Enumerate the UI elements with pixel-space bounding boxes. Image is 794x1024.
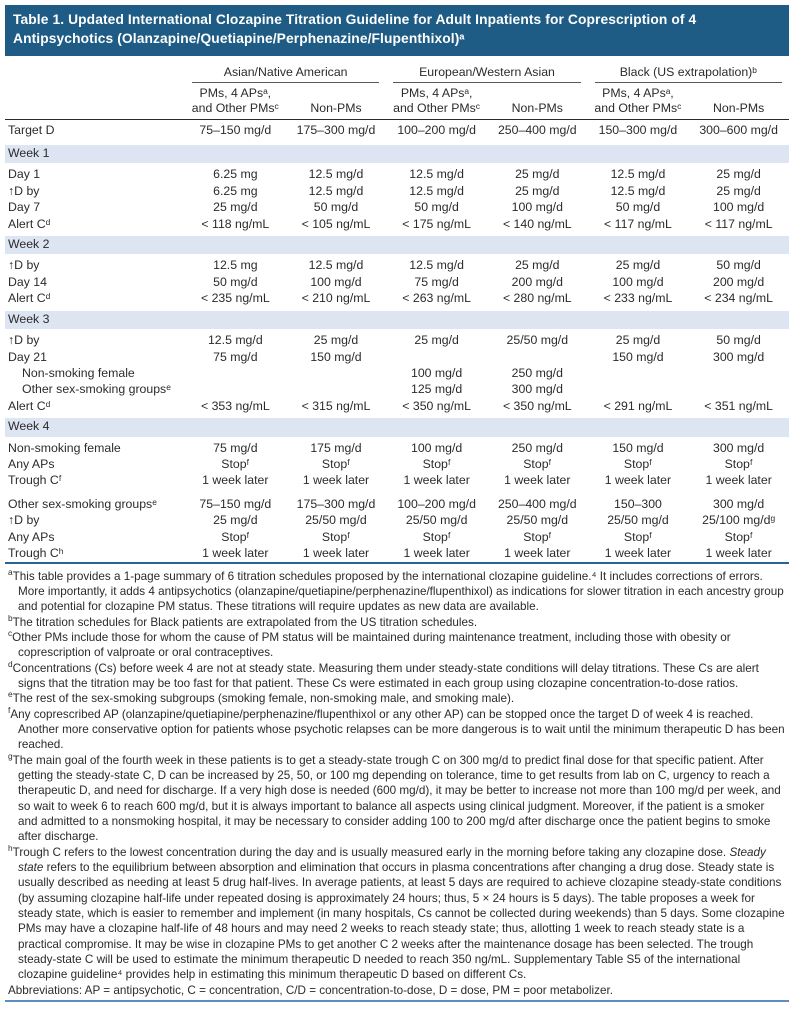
cell-value: < 351 ng/mL xyxy=(704,398,773,413)
subcolumn-non-pms: Non-PMs xyxy=(286,83,387,120)
column-group-label: Black (US extrapolation)ᵇ xyxy=(595,65,782,84)
cell-value: < 105 ng/mL xyxy=(301,216,371,231)
cell-value: 175–300 mg/d xyxy=(296,123,376,138)
row-label: Target D xyxy=(8,123,55,138)
cell-value: 12.5 mg/d xyxy=(207,333,263,348)
cell-value xyxy=(386,349,487,365)
subcolumn-pms-line1: PMs, 4 APsᵃ, xyxy=(602,86,674,101)
subheader-row xyxy=(5,83,789,120)
subcolumn-pms xyxy=(588,83,689,120)
cell-value: 300–600 mg/d xyxy=(699,123,778,138)
cell-value: Stopᶠ xyxy=(221,529,250,544)
cell-value: 75–150 mg/d xyxy=(199,496,272,511)
cell-value: 250–400 mg/d xyxy=(497,123,577,138)
corner-cell xyxy=(5,56,185,84)
cell-value: < 175 ng/mL xyxy=(402,216,471,231)
cell-value: Stopᶠ xyxy=(523,529,552,544)
group-header-row xyxy=(5,56,789,84)
table-row xyxy=(5,489,789,512)
footnote-marker: f xyxy=(8,704,11,715)
cell-value xyxy=(588,365,689,381)
subcolumn-non-pms: Non-PMs xyxy=(487,83,588,120)
cell-value: 6.25 mg xyxy=(213,167,258,182)
footnote-text: Other PMs include those for whom the cause of PM status will be maintained during maintenance treatment, including those with obesity or coprescription of valproate or oral contraceptives. xyxy=(12,630,731,660)
cell-value: 100–200 mg/d xyxy=(397,496,476,511)
cell-value: 25 mg/d xyxy=(313,333,359,348)
footnote-c xyxy=(8,627,787,661)
row-label-header-cell xyxy=(5,83,185,120)
titration-table xyxy=(5,56,789,564)
row-label: Alert Cᵈ xyxy=(8,398,51,413)
table-row xyxy=(5,349,789,365)
cell-value: < 263 ng/mL xyxy=(402,291,471,306)
cell-value: 150 mg/d xyxy=(310,349,362,364)
row-label: Any APs xyxy=(8,457,55,472)
cell-value: 50 mg/d xyxy=(313,200,359,215)
cell-value: 100–200 mg/d xyxy=(397,123,476,138)
cell-value xyxy=(487,349,588,365)
table-row xyxy=(5,256,789,274)
cell-value: 100 mg/d xyxy=(310,274,362,289)
table-title: Table 1. Updated International Clozapine Titration Guideline for Adult Inpatients for Coprescription of 4 Antipsychotics (Olanzapine/Quetiapine/Perphenazine/Flupenthixol)ᵃ xyxy=(5,5,789,56)
cell-value: 75 mg/d xyxy=(213,349,258,364)
week-band-row xyxy=(5,309,789,331)
cell-value: Stopᶠ xyxy=(321,457,351,472)
table-row xyxy=(5,274,789,290)
row-label: Day 7 xyxy=(8,200,41,215)
footnote-g xyxy=(8,750,787,845)
cell-value: < 350 ng/mL xyxy=(502,398,572,413)
footnote-h xyxy=(8,842,787,983)
cell-value: Stopᶠ xyxy=(623,529,653,544)
cell-value: 75 mg/d xyxy=(414,274,459,289)
row-label: ↑D by xyxy=(8,333,40,348)
cell-value xyxy=(185,381,286,397)
footnote-marker: d xyxy=(8,658,13,669)
cell-value: 200 mg/d xyxy=(713,274,765,289)
footnote-text: Concentrations (Cs) before week 4 are not at steady state. Measuring them under steady-state conditions will delay titrations. These Cs are alert signs that the titration may be too fast for that patient. These Cs were estimated in each group using clozapine concentration-to-dose ratios. xyxy=(12,661,759,690)
cell-value: 50 mg/d xyxy=(716,333,761,348)
bottom-rule xyxy=(5,1000,789,1002)
cell-value: 175 mg/d xyxy=(310,440,362,455)
cell-value xyxy=(286,381,387,397)
table-row xyxy=(5,120,789,143)
cell-value xyxy=(185,365,286,381)
row-label: Alert Cᵈ xyxy=(8,216,51,231)
footnote-marker: g xyxy=(8,750,13,761)
cell-value: 25 mg/d xyxy=(515,183,560,198)
column-group-european-western-asian xyxy=(386,56,587,84)
cell-value: Stopᶠ xyxy=(422,457,451,472)
cell-value: 25 mg/d xyxy=(213,513,258,528)
table-row xyxy=(5,545,789,562)
cell-value: 25/50 mg/d xyxy=(405,513,468,528)
cell-value: 1 week later xyxy=(705,546,772,561)
table-row xyxy=(5,216,789,234)
cell-value: 25/50 mg/d xyxy=(506,333,569,348)
week-band-row xyxy=(5,234,789,256)
cell-value: 12.5 mg/d xyxy=(610,167,666,182)
cell-value: 50 mg/d xyxy=(615,200,661,215)
cell-value: 100 mg/d xyxy=(511,200,563,215)
footnote-a xyxy=(8,566,787,615)
row-label: Alert Cᵈ xyxy=(8,291,51,306)
cell-value: 300 mg/d xyxy=(511,382,563,397)
footnote-f xyxy=(8,704,787,753)
cell-value: 12.5 mg xyxy=(213,258,258,273)
cell-value: 250–400 mg/d xyxy=(497,496,577,511)
cell-value: < 291 ng/mL xyxy=(603,398,673,413)
table-row xyxy=(5,456,789,472)
cell-value: 12.5 mg/d xyxy=(308,183,364,198)
cell-value: 25/50 mg/d xyxy=(506,513,569,528)
cell-value: 1 week later xyxy=(705,473,772,488)
cell-value: < 280 ng/mL xyxy=(502,291,572,306)
cell-value: 250 mg/d xyxy=(511,440,563,455)
subcolumn-pms-line2: and Other PMsᶜ xyxy=(191,101,279,116)
cell-value: 175–300 mg/d xyxy=(296,496,376,511)
table-row xyxy=(5,331,789,349)
footnote-text: Steady state xyxy=(18,845,766,875)
cell-value: 1 week later xyxy=(202,546,269,561)
table-row xyxy=(5,199,789,215)
subcolumn-pms-line1: PMs, 4 APsᵃ, xyxy=(199,86,272,101)
cell-value: 150 mg/d xyxy=(612,440,664,455)
table-row xyxy=(5,438,789,456)
row-label: Day 21 xyxy=(8,349,47,364)
footnote-e xyxy=(8,691,787,706)
cell-value: < 210 ng/mL xyxy=(301,291,371,306)
row-label: Any APs xyxy=(8,529,55,544)
week-label: Week 4 xyxy=(5,416,789,438)
footnotes-section xyxy=(5,564,789,983)
footnote-text: This table provides a 1-page summary of 6 titration schedules proposed by the international clozapine guideline.⁴ It includes corrections of errors. More importantly, it adds 4 antipsychotics (olanzapine/quetiapine/perphenazine/flupenthixol) as indications for slower titration in each ancestry group and potential for clozapine PM status. These titrations will require updates as new data are available. xyxy=(12,569,784,614)
footnote-text: The main goal of the fourth week in these patients is to get a steady-state trough C on 300 mg/d to predict final dose for that specific patient. After getting the steady-state C, D can be increased by 25, 50, or 100 mg depending on tolerance, time to get results from lab on C, urgency to reach a therapeutic D, and need for discharge. If a very high dose is needed (600 mg/d), it may be better to increase not more than 100 mg/d per week, and so wait to week 6 to reach 600 mg/d, but it is always important to balance all aspects using clinical judgment. Moreover, if the patient is a smoker and admitted to a nonsmoking hospital, it may be necessary to consider adding 100 to 200 mg/d after discharge once the patient begins to smoke after discharge. xyxy=(12,753,781,844)
row-label: ↑D by xyxy=(8,258,40,273)
subcolumn-pms-line2: and Other PMsᶜ xyxy=(393,101,481,116)
cell-value: 25 mg/d xyxy=(716,167,761,182)
cell-value: 1 week later xyxy=(403,546,470,561)
cell-value: 50 mg/d xyxy=(213,274,258,289)
cell-value: Stopᶠ xyxy=(422,529,451,544)
cell-value xyxy=(588,381,689,397)
cell-value: 100 mg/d xyxy=(713,200,765,215)
cell-value: 25 mg/d xyxy=(213,200,258,215)
footnote-text: The titration schedules for Black patients are extrapolated from the US titration schedules. xyxy=(12,615,478,629)
cell-value: 300 mg/d xyxy=(713,349,765,364)
cell-value: 25/50 mg/d xyxy=(305,513,367,528)
cell-value: 50 mg/d xyxy=(414,200,459,215)
cell-value: < 118 ng/mL xyxy=(201,216,270,231)
week-label: Week 3 xyxy=(5,309,789,331)
cell-value: 1 week later xyxy=(504,546,571,561)
cell-value: 150–300 mg/d xyxy=(598,123,678,138)
cell-value: 75–150 mg/d xyxy=(199,123,272,138)
table-row xyxy=(5,365,789,381)
cell-value: < 234 ng/mL xyxy=(704,291,773,306)
row-label: ↑D by xyxy=(8,513,40,528)
table-row xyxy=(5,398,789,416)
cell-value: 12.5 mg/d xyxy=(409,183,464,198)
cell-value: 12.5 mg/d xyxy=(610,183,666,198)
cell-value: 1 week later xyxy=(302,473,370,488)
table-row xyxy=(5,165,789,183)
table-row xyxy=(5,183,789,199)
cell-value: < 117 ng/mL xyxy=(604,216,672,231)
row-label: Non-smoking female xyxy=(8,440,121,455)
cell-value: 125 mg/d xyxy=(411,382,463,397)
footnote-d xyxy=(8,658,787,692)
cell-value: 300 mg/d xyxy=(713,440,765,455)
row-label: Trough Cʰ xyxy=(8,546,64,561)
cell-value: 75 mg/d xyxy=(213,440,258,455)
cell-value: 50 mg/d xyxy=(716,258,761,273)
cell-value: 1 week later xyxy=(604,546,672,561)
footnote-marker: h xyxy=(8,842,13,853)
subcolumn-pms-line2: and Other PMsᶜ xyxy=(594,101,682,116)
cell-value: Stopᶠ xyxy=(523,457,552,472)
cell-value: 1 week later xyxy=(302,546,370,561)
footnote-marker: e xyxy=(8,689,13,700)
cell-value: 1 week later xyxy=(403,473,470,488)
cell-value: 1 week later xyxy=(504,473,571,488)
footnote-text: Any coprescribed AP (olanzapine/quetiapine/perphenazine/flupenthixol or any other AP) can be stopped once the target D of week 4 is reached. Another more conservative option for patients whose psychotic relapses can be more dangerous is to wait until the minimum therapeutic D has been reached. xyxy=(10,707,785,752)
row-label: Day 14 xyxy=(8,274,47,289)
cell-value: 100 mg/d xyxy=(612,274,664,289)
column-group-asian-native-american xyxy=(185,56,386,84)
table-row xyxy=(5,512,789,528)
cell-value: 100 mg/d xyxy=(411,365,463,380)
subcolumn-pms xyxy=(185,83,286,120)
cell-value: 1 week later xyxy=(604,473,672,488)
cell-value: < 315 ng/mL xyxy=(301,398,371,413)
cell-value xyxy=(688,381,789,397)
cell-value: < 353 ng/mL xyxy=(200,398,270,413)
cell-value: 12.5 mg/d xyxy=(409,167,464,182)
cell-value: < 233 ng/mL xyxy=(603,291,673,306)
cell-value: 12.5 mg/d xyxy=(409,258,464,273)
footnote-text: The rest of the sex-smoking subgroups (smoking female, non-smoking male, and smoking male). xyxy=(12,692,515,706)
cell-value: 12.5 mg/d xyxy=(308,167,364,182)
cell-value: 12.5 mg/d xyxy=(308,258,364,273)
cell-value: < 140 ng/mL xyxy=(502,216,572,231)
cell-value: 25 mg/d xyxy=(414,333,459,348)
cell-value: Stopᶠ xyxy=(321,529,351,544)
row-label: Day 1 xyxy=(8,167,41,182)
subcolumn-pms-line1: PMs, 4 APsᵃ, xyxy=(400,86,473,101)
row-label: Other sex-smoking groupsᵉ xyxy=(8,496,157,511)
cell-value: 250 mg/d xyxy=(511,365,563,380)
table-row xyxy=(5,472,789,488)
column-group-label: European/Western Asian xyxy=(393,65,580,84)
cell-value: 25 mg/d xyxy=(515,258,560,273)
cell-value: Stopᶠ xyxy=(623,457,653,472)
cell-value: 25 mg/d xyxy=(716,183,761,198)
cell-value: 25 mg/d xyxy=(515,167,560,182)
cell-value xyxy=(688,365,789,381)
footnote-marker: b xyxy=(8,612,13,623)
abbreviations-line: Abbreviations: AP = antipsychotic, C = concentration, C/D = concentration-to-dose, D = dose, PM = poor metabolizer. xyxy=(8,983,613,997)
cell-value: < 117 ng/mL xyxy=(704,216,773,231)
cell-value: Stopᶠ xyxy=(221,457,250,472)
cell-value: 25 mg/d xyxy=(615,258,661,273)
week-band-row xyxy=(5,416,789,438)
cell-value: 300 mg/d xyxy=(713,496,765,511)
table-row xyxy=(5,381,789,397)
cell-value: 150–300 xyxy=(614,496,662,511)
cell-value: 25/100 mg/dᵍ xyxy=(702,513,776,528)
row-label: Non-smoking female xyxy=(22,365,135,380)
cell-value: < 235 ng/mL xyxy=(200,291,270,306)
row-label: ↑D by xyxy=(8,183,40,198)
subcolumn-non-pms: Non-PMs xyxy=(688,83,789,120)
row-label: Other sex-smoking groupsᵉ xyxy=(22,382,171,397)
footnote-marker: a xyxy=(8,566,13,577)
footnote-text: Trough C refers to the lowest concentration during the day and is usually measured early in the morning before taking any clozapine dose. xyxy=(12,845,730,859)
cell-value: < 350 ng/mL xyxy=(402,398,471,413)
cell-value xyxy=(286,365,387,381)
subcolumn-pms xyxy=(386,83,487,120)
footnote-b xyxy=(8,612,787,630)
footnote-text: refers to the equilibrium between absorption and elimination that occurs in plasma concentrations after changing a drug dose. Steady state is usually described as needing at least 5 drug half-lives. In average patients, at least 5 days are required to achieve clozapine steady-state conditions (by assuming clozapine half-life under repeated dosing is approximately 24 hours; thus, 5 × 24 hours is 5 days). The table proposes a week for steady state, which is easier to remember and implement (in many hospitals, Cs cannot be collected during weekends) than 5 days. Some clozapine PMs may have a clozapine half-life of 48 hours and may need 2 weeks to reach steady state; thus, allotting 1 week to reach steady state is a practical compromise. It may be wise in clozapine PMs to get another C 2 weeks after the maintenance dosage has been selected. The trough steady-state C will be used to estimate the minimum therapeutic D needed to reach 350 ng/mL. Supplementary Table S5 of the international clozapine guideline⁴ provides help in estimating this minimum therapeutic D based on different Cs. xyxy=(18,861,785,982)
table-row xyxy=(5,529,789,545)
cell-value: 25 mg/d xyxy=(615,333,661,348)
column-group-label: Asian/Native American xyxy=(192,65,379,84)
cell-value: 25/50 mg/d xyxy=(607,513,669,528)
footnote-marker: c xyxy=(8,627,13,638)
cell-value: 100 mg/d xyxy=(411,440,463,455)
cell-value: 6.25 mg xyxy=(213,183,258,198)
cell-value: Stopᶠ xyxy=(724,457,753,472)
table-row xyxy=(5,290,789,308)
week-label: Week 1 xyxy=(5,143,789,165)
week-label: Week 2 xyxy=(5,234,789,256)
column-group-black-us-extrapolation xyxy=(588,56,789,84)
cell-value: Stopᶠ xyxy=(724,529,753,544)
cell-value: 1 week later xyxy=(202,473,269,488)
week-band-row xyxy=(5,143,789,165)
cell-value: 200 mg/d xyxy=(511,274,563,289)
cell-value: 150 mg/d xyxy=(612,349,664,364)
row-label: Trough Cᶠ xyxy=(8,473,62,488)
